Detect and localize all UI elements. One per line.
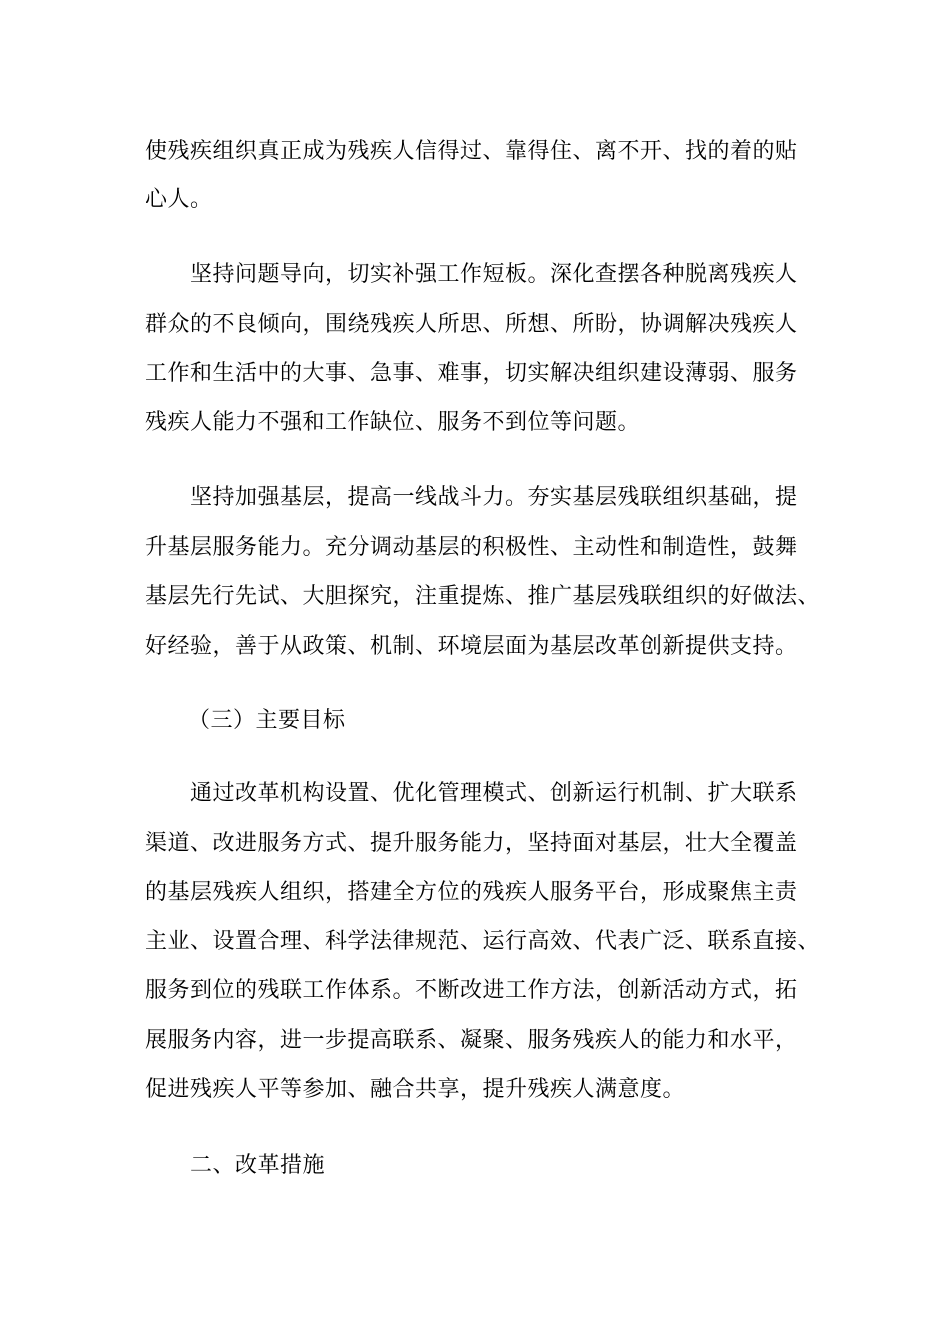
paragraph-2-line-2: 群众的不良倾向，围绕残疾人所思、所想、所盼，协调解决残疾人 xyxy=(145,312,798,337)
paragraph-1-line-1: 使残疾组织真正成为残疾人信得过、靠得住、离不开、找的着的贴 xyxy=(145,139,798,164)
paragraph-4-line-2: 渠道、改进服务方式、提升服务能力，坚持面对基层，壮大全覆盖 xyxy=(145,831,798,856)
paragraph-4-line-6: 展服务内容，进一步提高联系、凝聚、服务残疾人的能力和水平， xyxy=(145,1028,798,1053)
paragraph-2-line-1: 坚持问题导向，切实补强工作短板。深化查摆各种脱离残疾人 xyxy=(190,262,798,287)
section-heading-main-goals: （三）主要目标 xyxy=(188,708,346,733)
paragraph-4-line-3: 的基层残疾人组织，搭建全方位的残疾人服务平台，形成聚焦主责 xyxy=(145,880,798,905)
paragraph-3-line-3: 基层先行先试、大胆探究，注重提炼、推广基层残联组织的好做法、 xyxy=(145,584,821,609)
paragraph-4-line-1: 通过改革机构设置、优化管理模式、创新运行机制、扩大联系 xyxy=(190,781,798,806)
paragraph-3-line-2: 升基层服务能力。充分调动基层的积极性、主动性和制造性，鼓舞 xyxy=(145,535,798,560)
paragraph-4-line-4: 主业、设置合理、科学法律规范、运行高效、代表广泛、联系直接、 xyxy=(145,929,821,954)
paragraph-4-line-5: 服务到位的残联工作体系。不断改进工作方法，创新活动方式，拓 xyxy=(145,978,798,1003)
paragraph-4-line-7: 促进残疾人平等参加、融合共享，提升残疾人满意度。 xyxy=(145,1077,686,1102)
section-heading-reform-measures: 二、改革措施 xyxy=(190,1153,326,1178)
paragraph-2-line-4: 残疾人能力不强和工作缺位、服务不到位等问题。 xyxy=(145,410,641,435)
paragraph-3-line-4: 好经验，善于从政策、机制、环境层面为基层改革创新提供支持。 xyxy=(145,634,798,659)
paragraph-2-line-3: 工作和生活中的大事、急事、难事，切实解决组织建设薄弱、服务 xyxy=(145,361,798,386)
paragraph-1-line-2: 心人。 xyxy=(145,187,213,212)
paragraph-3-line-1: 坚持加强基层，提高一线战斗力。夯实基层残联组织基础，提 xyxy=(190,485,798,510)
